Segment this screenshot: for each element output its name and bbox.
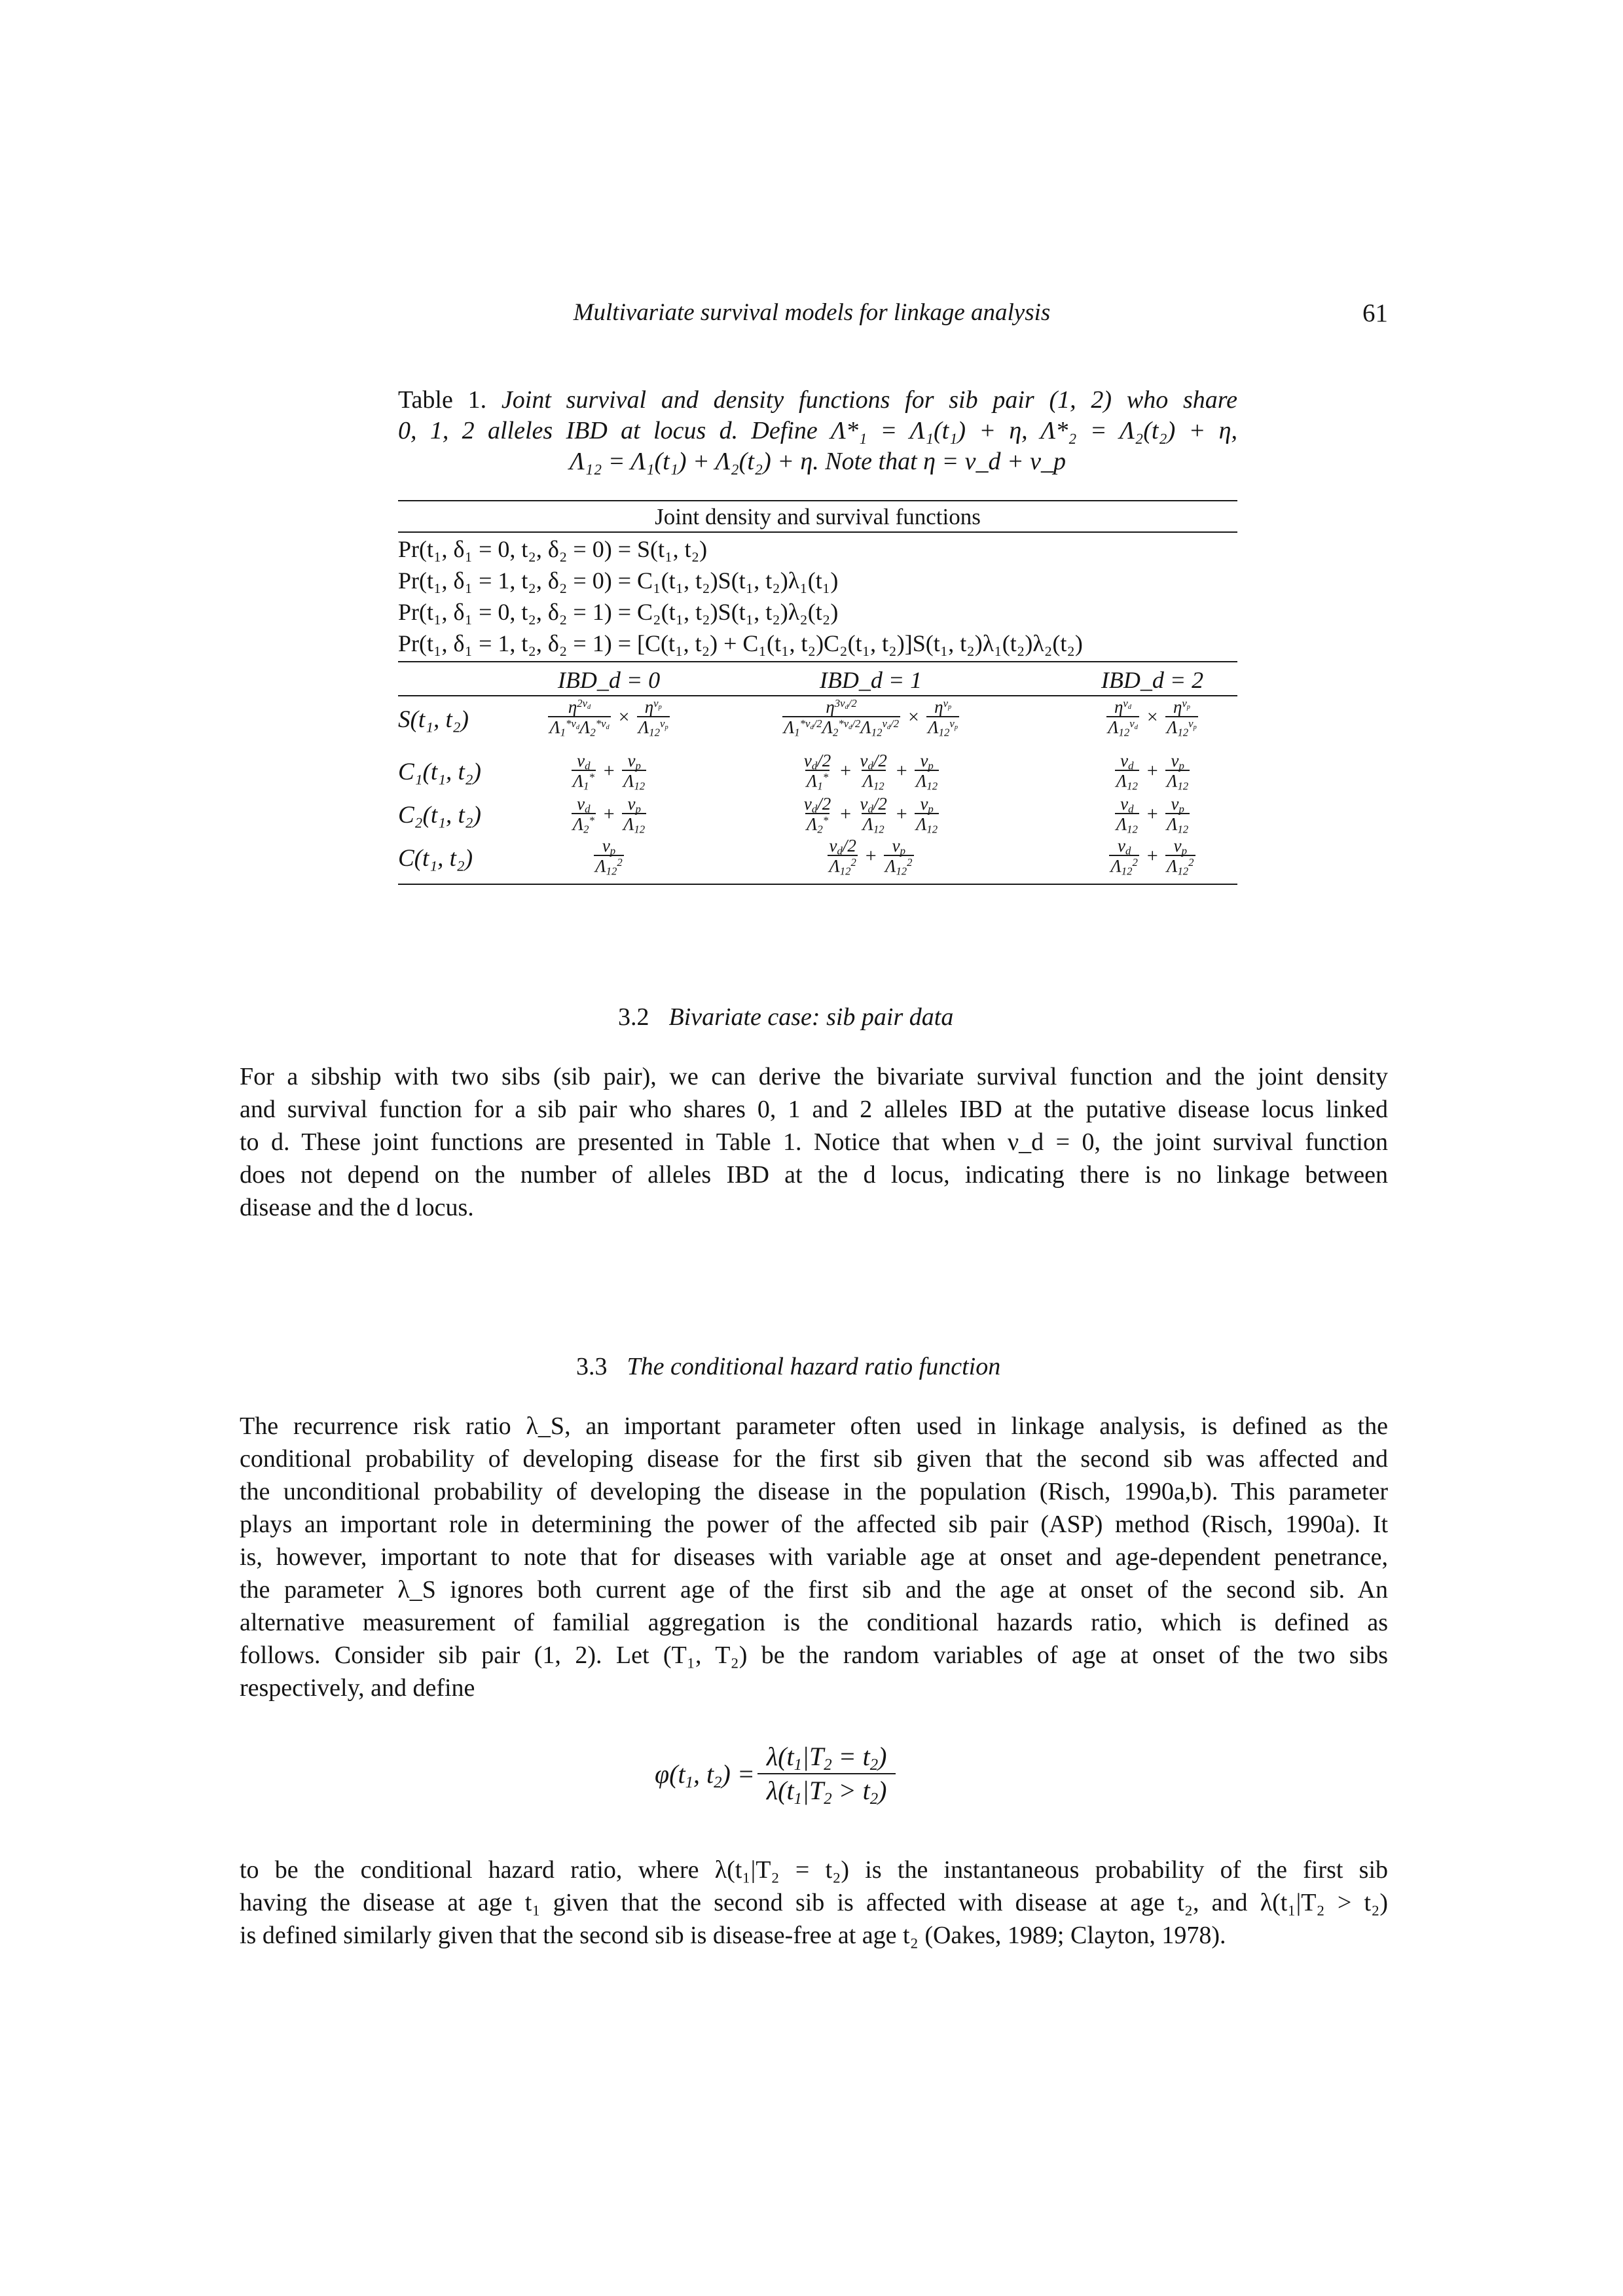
para-line: is, however, important to note that for diseases with variable age at onset and age-dependent penetrance, bbox=[240, 1543, 1388, 1571]
para-line: follows. Consider sib pair (1, 2). Let (T₁, T₂) be the random variables of age at onset of the two sibs bbox=[240, 1641, 1388, 1669]
cell-c2-ibd2: $\frac{\nu_d}{\Lambda_{12}}$ + $\frac{\nu_p}{\Lambda_{12}}$ bbox=[1116, 794, 1189, 836]
caption-line-1 bbox=[398, 385, 1237, 416]
para-line: alternative measurement of familial aggregation is the conditional hazards ratio, which is defined as bbox=[240, 1609, 1388, 1636]
row-label-s: S(t₁, t₂) bbox=[398, 706, 469, 733]
col-ibd-1: IBD_d = 1 bbox=[819, 667, 922, 693]
cell-s-ibd1: $\frac{\eta^{3\nu_d/2}}{\Lambda_1^{*\nu_d/2}\Lambda_2^{*\nu_d/2}\Lambda_{12}^{\nu_d/2}}$ × $\frac{\eta^{\nu_p}}{\Lambda_{12}^{\nu_p}}$ bbox=[783, 696, 958, 739]
caption-line-2: 0, 1, 2 alleles IBD at locus d. Define Λ*₁ = Λ₁(t₁) + η, Λ*₂ = Λ₂(t₂) + η, bbox=[398, 417, 1237, 444]
para-line: The recurrence risk ratio λ_S, an important parameter often used in linkage analysis, is defined as the bbox=[240, 1412, 1388, 1440]
cell-c2-ibd0: $\frac{\nu_d}{\Lambda_2^*}$ + $\frac{\nu_p}{\Lambda_{12}}$ bbox=[572, 794, 646, 836]
para-line: conditional probability of developing disease for the first sib given that the second sib was affected and bbox=[240, 1445, 1388, 1473]
table-header-rule bbox=[398, 531, 1237, 533]
table-top-rule bbox=[398, 500, 1237, 501]
caption-line-1-text: Joint survival and density functions for sib pair (1, 2) who share bbox=[501, 386, 1237, 414]
section-3-3-heading bbox=[576, 1352, 1000, 1381]
para-line: For a sibship with two sibs (sib pair), we can derive the bivariate survival function and the joint density bbox=[240, 1063, 1388, 1090]
col-ibd-2: IBD_d = 2 bbox=[1101, 667, 1204, 693]
section-3-2-title: Bivariate case: sib pair data bbox=[668, 1003, 954, 1031]
section-3-2-number: 3.2 bbox=[618, 1003, 649, 1031]
page-number: 61 bbox=[1362, 299, 1388, 327]
cell-c1-ibd1: $\frac{\nu_d/2}{\Lambda_1^*}$ + $\frac{\nu_d/2}{\Lambda_{12}}$ + $\frac{\nu_p}{\Lambda_{12}}$ bbox=[803, 751, 938, 793]
row-label-c1: C₁(t₁, t₂) bbox=[398, 759, 481, 785]
cell-c-ibd0: $\frac{\nu_p}{\Lambda_{12}^2}$ bbox=[595, 836, 623, 878]
para-line: and survival function for a sib pair who shares 0, 1 and 2 alleles IBD at the putative disease locus linked bbox=[240, 1096, 1388, 1123]
section-3-3-title: The conditional hazard ratio function bbox=[627, 1353, 1001, 1380]
col-ibd-0: IBD_d = 0 bbox=[557, 667, 661, 693]
section-3-3-paragraph bbox=[240, 1410, 1388, 1704]
table-1-header: Joint density and survival functions bbox=[655, 504, 981, 529]
cell-c1-ibd0: $\frac{\nu_d}{\Lambda_1^*}$ + $\frac{\nu_p}{\Lambda_{12}}$ bbox=[572, 751, 646, 793]
para-line: to d. These joint functions are presented in Table 1. Notice that when ν_d = 0, the joint survival function bbox=[240, 1128, 1388, 1156]
caption-label: Table 1. bbox=[398, 386, 487, 414]
row-label-c2: C₂(t₁, t₂) bbox=[398, 802, 481, 829]
table-col-rule bbox=[398, 695, 1237, 696]
caption-line-3: Λ₁₂ = Λ₁(t₁) + Λ₂(t₂) + η. Note that η = ν_d + ν_p bbox=[569, 448, 1066, 475]
table-1-caption bbox=[398, 385, 1237, 477]
para-line: disease and the d locus. bbox=[240, 1194, 474, 1221]
para-line: the unconditional probability of developing the disease in the population (Risch, 1990a,b). This parameter bbox=[240, 1478, 1388, 1505]
section-3-2-paragraph bbox=[240, 1060, 1388, 1224]
joint-density-row-2: Pr(t₁, δ₁ = 1, t₂, δ₂ = 0) = C₁(t₁, t₂)S(t₁, t₂)λ₁(t₁) bbox=[398, 567, 839, 594]
table-bottom-rule bbox=[398, 884, 1237, 885]
section-3-3-paragraph-continued bbox=[240, 1854, 1388, 1952]
joint-density-row-4: Pr(t₁, δ₁ = 1, t₂, δ₂ = 1) = [C(t₁, t₂) + C₁(t₁, t₂)C₂(t₁, t₂)]S(t₁, t₂)λ₁(t₂)λ₂(t₂) bbox=[398, 630, 1083, 656]
para-line: plays an important role in determining the power of the affected sib pair (ASP) method (Risch, 1990a). It bbox=[240, 1511, 1388, 1538]
conditional-hazard-ratio-equation: $\varphi(t_1$, $t_2$) = $\frac{\lambda(t_1|T_2 = t_2)}{\lambda(t_1|T_2 > t_2)}$ bbox=[655, 1734, 969, 1813]
para-line: having the disease at age t₁ given that the second sib is affected with disease at age t₂, and λ(t₁|T₂ > t₂) bbox=[240, 1889, 1388, 1916]
table-mid-rule bbox=[398, 661, 1237, 662]
cell-s-ibd0: $\frac{\eta^{2\nu_d}}{\Lambda_1^{*\nu_d}\Lambda_2^{*\nu_d}}$ × $\frac{\eta^{\nu_p}}{\Lambda_{12}^{\nu_p}}$ bbox=[549, 696, 668, 739]
para-line: is defined similarly given that the second sib is disease-free at age t₂ (Oakes, 1989; Clayton, 1978). bbox=[240, 1922, 1226, 1949]
cell-s-ibd2: $\frac{\eta^{\nu_d}}{\Lambda_{12}^{\nu_d}}$ × $\frac{\eta^{\nu_p}}{\Lambda_{12}^{\nu_p}}$ bbox=[1108, 696, 1197, 739]
para-line: the parameter λ_S ignores both current age of the first sib and the age at onset of the second sib. An bbox=[240, 1576, 1388, 1604]
section-3-2-heading bbox=[618, 1003, 953, 1031]
section-3-3-number: 3.3 bbox=[576, 1353, 608, 1380]
row-label-c: C(t₁, t₂) bbox=[398, 845, 473, 872]
cell-c-ibd2: $\frac{\nu_d}{\Lambda_{12}^2}$ + $\frac{\nu_p}{\Lambda_{12}^2}$ bbox=[1110, 836, 1194, 878]
para-line: does not depend on the number of alleles IBD at the d locus, indicating there is no linkage between bbox=[240, 1161, 1388, 1189]
running-title: Multivariate survival models for linkage analysis bbox=[573, 299, 1051, 326]
para-line: respectively, and define bbox=[240, 1674, 475, 1702]
joint-density-row-3: Pr(t₁, δ₁ = 0, t₂, δ₂ = 1) = C₂(t₁, t₂)S(t₁, t₂)λ₂(t₂) bbox=[398, 599, 839, 625]
cell-c-ibd1: $\frac{\nu_d/2}{\Lambda_{12}^2}$ + $\frac{\nu_p}{\Lambda_{12}^2}$ bbox=[829, 836, 913, 878]
para-line: to be the conditional hazard ratio, where λ(t₁|T₂ = t₂) is the instantaneous probability of the first sib bbox=[240, 1856, 1388, 1884]
cell-c1-ibd2: $\frac{\nu_d}{\Lambda_{12}}$ + $\frac{\nu_p}{\Lambda_{12}}$ bbox=[1116, 751, 1189, 793]
joint-density-row-1: Pr(t₁, δ₁ = 0, t₂, δ₂ = 0) = S(t₁, t₂) bbox=[398, 536, 708, 562]
cell-c2-ibd1: $\frac{\nu_d/2}{\Lambda_2^*}$ + $\frac{\nu_d/2}{\Lambda_{12}}$ + $\frac{\nu_p}{\Lambda_{12}}$ bbox=[803, 794, 938, 836]
